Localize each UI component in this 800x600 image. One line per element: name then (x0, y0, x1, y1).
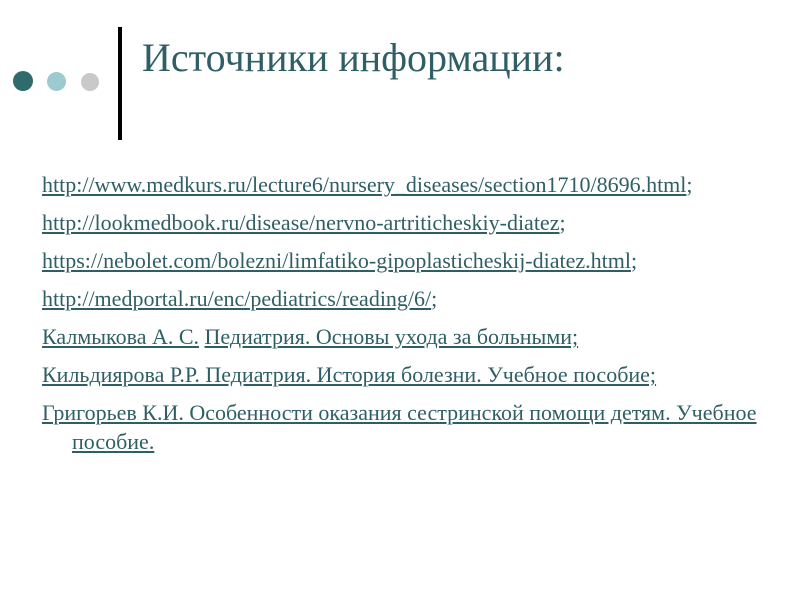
reference-link[interactable]: https://nebolet.com/bolezni/limfatiko-gipoplasticheskij-diatez.html (42, 248, 631, 273)
reference-separator: ; (630, 248, 638, 273)
slide-title: Источники информации: (142, 35, 565, 80)
reference-item (42, 170, 770, 199)
reference-separator: ; (686, 172, 693, 197)
reference-item (42, 208, 770, 237)
reference-link[interactable]: http://lookmedbook.ru/disease/nervno-artriticheskiy-diatez (42, 210, 560, 235)
reference-item (42, 246, 770, 275)
reference-separator: ; (559, 210, 566, 235)
decor-dot-gray (81, 73, 99, 91)
reference-link[interactable]: http://medportal.ru/enc/pediatrics/reading/6/ (42, 286, 432, 311)
reference-link[interactable]: http://www.medkurs.ru/lecture6/nursery_diseases/section1710/8696.html (42, 172, 687, 197)
reference-item (42, 284, 770, 313)
decor-dot-dark (13, 71, 33, 91)
reference-link[interactable]: Григорьев К.И. Особенности оказания сестринской помощи детям. Учебное пособие. (42, 400, 757, 454)
reference-item (42, 360, 770, 389)
decor-dot-light (47, 72, 66, 91)
reference-separator: ; (431, 286, 438, 311)
reference-item (42, 322, 770, 351)
reference-item (42, 398, 770, 456)
reference-author-link[interactable]: Калмыкова А. С. (42, 324, 200, 349)
reference-list (42, 170, 770, 465)
reference-title-link[interactable]: Педиатрия. Основы ухода за больными; (204, 324, 579, 349)
title-divider (118, 27, 122, 140)
reference-link[interactable]: Кильдиярова Р.Р. Педиатрия. История болезни. Учебное пособие; (42, 362, 657, 387)
